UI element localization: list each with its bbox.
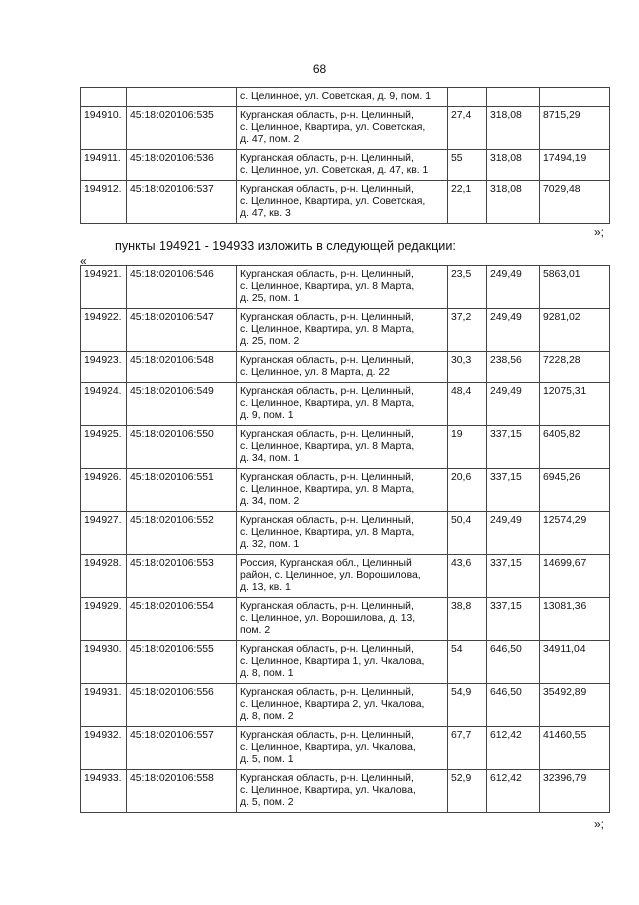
row-number-cell: 194926. — [81, 469, 127, 512]
unit-value-cell: 646,50 — [487, 641, 540, 684]
address-cell: Курганская область, р-н. Целинный, с. Целинное, ул. 8 Марта, д. 22 — [237, 352, 448, 383]
cadastral-number-cell: 45:18:020106:551 — [127, 469, 237, 512]
unit-value-cell: 249,49 — [487, 512, 540, 555]
cadastral-number-cell: 45:18:020106:554 — [127, 598, 237, 641]
table-row — [81, 88, 610, 107]
area-cell: 43,6 — [448, 555, 487, 598]
cadastral-number-cell: 45:18:020106:555 — [127, 641, 237, 684]
area-cell: 54,9 — [448, 684, 487, 727]
unit-value-cell: 646,50 — [487, 684, 540, 727]
row-number-cell: 194923. — [81, 352, 127, 383]
cadastral-number-cell: 45:18:020106:537 — [127, 181, 237, 224]
row-number-cell: 194932. — [81, 727, 127, 770]
table-row — [81, 309, 610, 352]
area-cell: 22,1 — [448, 181, 487, 224]
area-cell: 30,3 — [448, 352, 487, 383]
address-cell: Курганская область, р-н. Целинный, с. Целинное, Квартира, ул. Чкалова, д. 5, пом. 2 — [237, 770, 448, 813]
total-value-cell: 7228,28 — [540, 352, 610, 383]
table-row — [81, 641, 610, 684]
opening-quote: « — [80, 254, 87, 268]
table-row — [81, 352, 610, 383]
property-table-top — [80, 87, 610, 224]
row-number-cell: 194927. — [81, 512, 127, 555]
total-value-cell: 7029,48 — [540, 181, 610, 224]
address-cell: Курганская область, р-н. Целинный, с. Целинное, Квартира, ул. Чкалова, д. 5, пом. 1 — [237, 727, 448, 770]
unit-value-cell: 318,08 — [487, 107, 540, 150]
total-value-cell: 8715,29 — [540, 107, 610, 150]
address-cell: Курганская область, р-н. Целинный, с. Целинное, ул. Советская, д. 47, кв. 1 — [237, 150, 448, 181]
address-cell: Курганская область, р-н. Целинный, с. Целинное, Квартира, ул. 8 Марта, д. 9, пом. 1 — [237, 383, 448, 426]
area-cell: 55 — [448, 150, 487, 181]
total-value-cell: 32396,79 — [540, 770, 610, 813]
total-value-cell — [540, 88, 610, 107]
address-cell: Курганская область, р-н. Целинный, с. Целинное, Квартира, ул. 8 Марта, д. 34, пом. 2 — [237, 469, 448, 512]
row-number-cell: 194928. — [81, 555, 127, 598]
area-cell: 20,6 — [448, 469, 487, 512]
cadastral-number-cell: 45:18:020106:552 — [127, 512, 237, 555]
row-number-cell: 194924. — [81, 383, 127, 426]
row-number-cell: 194922. — [81, 309, 127, 352]
table-row — [81, 598, 610, 641]
unit-value-cell: 238,56 — [487, 352, 540, 383]
cadastral-number-cell: 45:18:020106:546 — [127, 266, 237, 309]
row-number-cell: 194921. — [81, 266, 127, 309]
address-cell: с. Целинное, ул. Советская, д. 9, пом. 1 — [237, 88, 448, 107]
unit-value-cell: 612,42 — [487, 770, 540, 813]
cadastral-number-cell: 45:18:020106:550 — [127, 426, 237, 469]
table-row — [81, 426, 610, 469]
cadastral-number-cell: 45:18:020106:549 — [127, 383, 237, 426]
area-cell — [448, 88, 487, 107]
cadastral-number-cell: 45:18:020106:553 — [127, 555, 237, 598]
total-value-cell: 17494,19 — [540, 150, 610, 181]
row-number-cell: 194910. — [81, 107, 127, 150]
table-row — [81, 469, 610, 512]
area-cell: 54 — [448, 641, 487, 684]
table-row — [81, 107, 610, 150]
row-number-cell: 194929. — [81, 598, 127, 641]
area-cell: 48,4 — [448, 383, 487, 426]
unit-value-cell — [487, 88, 540, 107]
unit-value-cell: 318,08 — [487, 150, 540, 181]
closing-quote-end: »; — [594, 817, 605, 831]
row-number-cell: 194931. — [81, 684, 127, 727]
table-row — [81, 727, 610, 770]
total-value-cell: 41460,55 — [540, 727, 610, 770]
table-row — [81, 181, 610, 224]
cadastral-number-cell: 45:18:020106:535 — [127, 107, 237, 150]
total-value-cell: 5863,01 — [540, 266, 610, 309]
address-cell: Курганская область, р-н. Целинный, с. Целинное, ул. Ворошилова, д. 13, пом. 2 — [237, 598, 448, 641]
area-cell: 19 — [448, 426, 487, 469]
unit-value-cell: 249,49 — [487, 309, 540, 352]
area-cell: 52,9 — [448, 770, 487, 813]
total-value-cell: 12574,29 — [540, 512, 610, 555]
closing-quote: »; — [594, 225, 605, 239]
cadastral-number-cell: 45:18:020106:556 — [127, 684, 237, 727]
unit-value-cell: 318,08 — [487, 181, 540, 224]
cadastral-number-cell — [127, 88, 237, 107]
address-cell: Курганская область, р-н. Целинный, с. Целинное, Квартира, ул. 8 Марта, д. 25, пом. 2 — [237, 309, 448, 352]
table-row — [81, 512, 610, 555]
unit-value-cell: 249,49 — [487, 266, 540, 309]
address-cell: Курганская область, р-н. Целинный, с. Целинное, Квартира, ул. Советская, д. 47, кв. 3 — [237, 181, 448, 224]
table-row — [81, 383, 610, 426]
area-cell: 38,8 — [448, 598, 487, 641]
address-cell: Россия, Курганская обл., Целинный район, с. Целинное, ул. Ворошилова, д. 13, кв. 1 — [237, 555, 448, 598]
amendment-text: пункты 194921 - 194933 изложить в следующей редакции: — [115, 239, 456, 253]
area-cell: 37,2 — [448, 309, 487, 352]
unit-value-cell: 337,15 — [487, 426, 540, 469]
unit-value-cell: 249,49 — [487, 383, 540, 426]
total-value-cell: 6405,82 — [540, 426, 610, 469]
total-value-cell: 9281,02 — [540, 309, 610, 352]
row-number-cell: 194925. — [81, 426, 127, 469]
row-number-cell: 194912. — [81, 181, 127, 224]
row-number-cell: 194930. — [81, 641, 127, 684]
address-cell: Курганская область, р-н. Целинный, с. Целинное, Квартира, ул. Советская, д. 47, пом. 2 — [237, 107, 448, 150]
address-cell: Курганская область, р-н. Целинный, с. Целинное, Квартира 1, ул. Чкалова, д. 8, пом. 1 — [237, 641, 448, 684]
unit-value-cell: 337,15 — [487, 555, 540, 598]
address-cell: Курганская область, р-н. Целинный, с. Целинное, Квартира, ул. 8 Марта, д. 32, пом. 1 — [237, 512, 448, 555]
row-number-cell — [81, 88, 127, 107]
row-number-cell: 194933. — [81, 770, 127, 813]
total-value-cell: 34911,04 — [540, 641, 610, 684]
table-row — [81, 770, 610, 813]
table-row — [81, 684, 610, 727]
area-cell: 23,5 — [448, 266, 487, 309]
property-table-main — [80, 265, 610, 813]
cadastral-number-cell: 45:18:020106:536 — [127, 150, 237, 181]
cadastral-number-cell: 45:18:020106:548 — [127, 352, 237, 383]
table-row — [81, 150, 610, 181]
unit-value-cell: 337,15 — [487, 598, 540, 641]
row-number-cell: 194911. — [81, 150, 127, 181]
cadastral-number-cell: 45:18:020106:557 — [127, 727, 237, 770]
area-cell: 67,7 — [448, 727, 487, 770]
unit-value-cell: 612,42 — [487, 727, 540, 770]
area-cell: 50,4 — [448, 512, 487, 555]
address-cell: Курганская область, р-н. Целинный, с. Целинное, Квартира, ул. 8 Марта, д. 25, пом. 1 — [237, 266, 448, 309]
unit-value-cell: 337,15 — [487, 469, 540, 512]
total-value-cell: 6945,26 — [540, 469, 610, 512]
page-number: 68 — [312, 62, 327, 76]
total-value-cell: 14699,67 — [540, 555, 610, 598]
address-cell: Курганская область, р-н. Целинный, с. Целинное, Квартира, ул. 8 Марта, д. 34, пом. 1 — [237, 426, 448, 469]
total-value-cell: 35492,89 — [540, 684, 610, 727]
address-cell: Курганская область, р-н. Целинный, с. Целинное, Квартира 2, ул. Чкалова, д. 8, пом. 2 — [237, 684, 448, 727]
cadastral-number-cell: 45:18:020106:558 — [127, 770, 237, 813]
total-value-cell: 12075,31 — [540, 383, 610, 426]
cadastral-number-cell: 45:18:020106:547 — [127, 309, 237, 352]
total-value-cell: 13081,36 — [540, 598, 610, 641]
area-cell: 27,4 — [448, 107, 487, 150]
table-row — [81, 555, 610, 598]
table-row — [81, 266, 610, 309]
